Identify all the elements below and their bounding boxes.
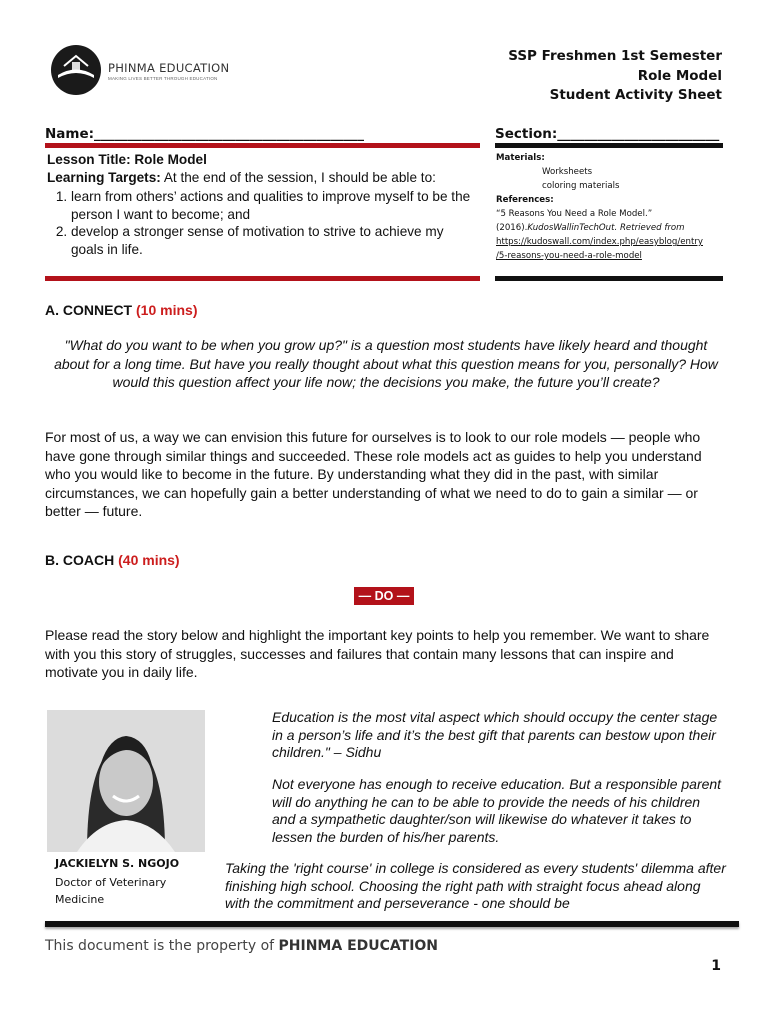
connect-heading: A. CONNECT (10 mins) <box>45 302 198 318</box>
reference-source: (2016).KudosWallinTechOut. Retrieved from <box>496 223 685 233</box>
header-topic: Role Model <box>637 67 722 84</box>
reference-title: “5 Reasons You Need a Role Model.” <box>496 209 653 219</box>
learning-targets-list <box>47 188 477 258</box>
header-doc-type: Student Activity Sheet <box>549 87 722 103</box>
connect-body: For most of us, a way we can envision this future for ourselves is to look to our role models — people who have gone through similar things and succeeded. These role models act as guides to help you understand who you would like to become in the future. By understanding what they did in the past, with similar circumstances, we can hopefully gain a better understanding of what we need to do to gain a similar — or better — future. <box>45 429 702 519</box>
page-number: 1 <box>711 958 721 974</box>
left-top-bar <box>45 143 480 148</box>
material-item: coloring materials <box>542 181 620 191</box>
header-course: SSP Freshmen 1st Semester <box>508 48 722 64</box>
lesson-block <box>47 151 477 258</box>
person-name: JACKIELYN S. NGOJO <box>55 857 180 870</box>
sheet-header <box>508 47 722 106</box>
footer-text: This document is the property of PHINMA EDUCATION <box>45 938 439 954</box>
right-bottom-bar <box>495 276 723 281</box>
org-tagline: MAKING LIVES BETTER THROUGH EDUCATION <box>108 76 218 81</box>
phinma-logo <box>50 42 250 98</box>
story-paragraph-3: Taking the 'right course' in college is considered as every students' dilemma after finishing high school. Choosing the right path with straight focus ahead along with the commitment and perseverance - one should be <box>225 860 726 911</box>
materials-label: Materials: <box>496 153 545 163</box>
left-bottom-bar <box>45 276 480 281</box>
material-item: Worksheets <box>542 167 593 177</box>
materials-block <box>496 151 736 263</box>
phinma-emblem-icon <box>50 42 106 98</box>
footer-bar <box>45 921 739 927</box>
story-paragraph-1: Education is the most vital aspect which should occupy the center stage in a person’s life and it’s the best gift that parents can bestow upon their children." – Sidhu <box>272 709 718 760</box>
learning-target-item: 2. develop a stronger sense of motivation to strive to achieve my goals in life. <box>71 223 477 258</box>
person-photo <box>47 710 205 852</box>
do-label: — DO — <box>354 587 414 605</box>
coach-heading: B. COACH (40 mins) <box>45 552 180 568</box>
reference-link[interactable]: https://kudoswall.com/index.php/easyblog/entry <box>496 237 703 247</box>
section-field[interactable]: Section:________________________ <box>495 126 720 142</box>
name-field[interactable]: Name:________________________________________ <box>45 126 365 142</box>
portrait-image <box>47 710 205 852</box>
coach-instructions: Please read the story below and highlight the important key points to help you remember. We want to share with you this story of struggles, successes and failures that contain many lessons that can inspire and motivate you in daily life. <box>45 627 710 680</box>
lesson-title: Lesson Title: Role Model <box>47 152 207 167</box>
connect-quote: "What do you want to be when you grow up?" is a question most students have likely heard and thought about for a long time. But have you really thought about what this question means for you, personally? How would this question affect your life now; the decisions you make, the future you’ll create? <box>54 337 718 390</box>
person-role: Doctor of Veterinary Medicine <box>55 876 167 906</box>
org-name: PHINMA EDUCATION <box>108 61 230 75</box>
learning-target-item: 1. learn from others’ actions and qualities to improve myself to be the person I want to become; and <box>71 188 477 223</box>
references-label: References: <box>496 195 554 205</box>
story-paragraph-2: Not everyone has enough to receive education. But a responsible parent will do anything he can to be able to provide the needs of his children and a sympathetic daughter/son will likewise do whatever it takes to lessen the burden of his/her parents. <box>272 776 722 845</box>
right-top-bar <box>495 143 723 148</box>
reference-link-cont[interactable]: /5-reasons-you-need-a-role-model <box>496 251 642 261</box>
learning-targets-intro: Learning Targets: At the end of the session, I should be able to: <box>47 169 436 185</box>
